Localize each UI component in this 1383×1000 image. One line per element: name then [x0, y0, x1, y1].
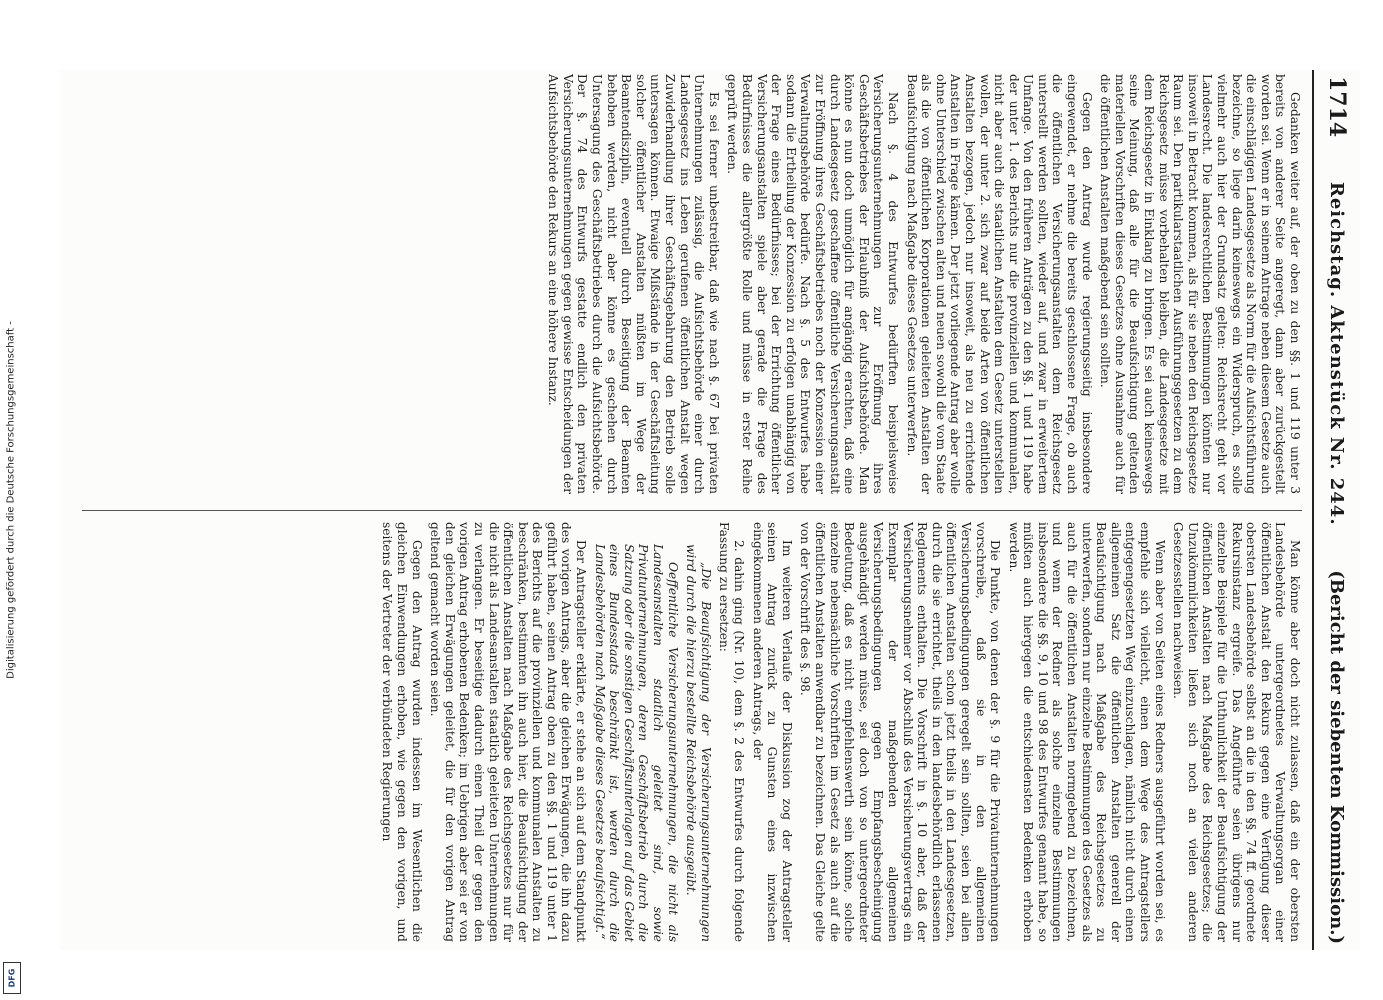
- digitization-credit: Digitalisierung gefördert durch die Deutsche Forschungsgemeinschaft -: [5, 321, 17, 679]
- dfg-logo-text: DFG: [7, 968, 17, 988]
- right-column: [82, 522, 1302, 942]
- quoted-paragraph: Oeffentliche Versicherungsunternehmungen, die nicht als Landesanstalten staatlich geleitet sind, sowie Privatunternehmungen, deren Geschäftsbetrieb durch die Satzung oder die sonstigen Geschäftsunterlagen auf das Gebiet eines Bundesstaats beschränkt ist, werden durch die Landesbehörden nach Maßgabe dieses Gesetzes beaufsichtigt.“: [592, 544, 680, 942]
- page-header: [1312, 70, 1360, 950]
- dfg-logo: [3, 962, 21, 994]
- scanned-page: [60, 70, 1360, 950]
- left-column: [82, 74, 1302, 494]
- page-subtitle: (Bericht der siebenten Kommission.): [1326, 570, 1348, 944]
- page-title: Reichstag. Aktenstück Nr. 244.: [1326, 181, 1348, 526]
- paragraph: Nach §. 4 des Entwurfes bedürften beispielsweise Versicherungsunternehmungen zur Eröffnung ihres Geschäftsbetriebes der Erlaubniß der Aufsichtsbehörde. Man könne es nun doch unmöglich für angängig erachten, daß eine durch Landesgesetz geschaffene öffentliche Versicherungsanstalt zur Eröffnung ihres Geschäftsbetriebes noch der Konzession einer Verwaltungsbehörde bedürfe. Nach §. 5 des Entwurfes habe sodann die Ertheilung der Konzession zu erfolgen unabhängig von der Frage eines Bedürfnisses; bei der Errichtung öffentlicher Versicherungsanstalten spiele aber gerade die Frage des Bedürfnisses die allergrößte Rolle und müsse in erster Reihe geprüft werden.: [725, 74, 900, 494]
- column-rule: [82, 510, 1302, 511]
- paragraph: Gegen den Antrag wurde regierungsseitig insbesondere eingewendet, er nehme die bereits geschlossene Frage, ob auch die öffentlichen Versicherungsanstalten dem Reichsgesetz unterstellt werden sollten, wieder auf, und zwar in erweitertem Umfange. Von den früheren Anträgen zu den §§. 1 und 119 habe der unter 1. des Berichts nur die provinziellen und kommunalen, nicht aber auch die staatlichen Anstalten dem Gesetz unterstellen wollen, der unter 2. sich zwar auf beide Arten von öffentlichen Anstalten bezogen, jedoch nur insoweit, als neu zu errichtende Anstalten in Frage kämen. Der jetzt vorliegende Antrag aber wolle ohne Unterschied zwischen alten und neuen sowohl die vom Staate als die von öffentlichen Korporationen geleiteten Anstalten der Beaufsichtigung nach Maßgabe dieses Gesetzes unterwerfen.: [904, 74, 1094, 494]
- paragraph: Der Antragsteller erklärte, er stehe an sich auf dem Standpunkt des vorigen Antrags, aber die gleichen Erwägungen, die ihn dazu geführt haben, seinen Antrag oben zu den §§. 1 und 119 unter 1 des Berichts auf die provinziellen und kommunalen Anstalten zu beschränken, bestimmten ihn auch hier, die Beaufsichtigung der öffentlichen Anstalten nach Maßgabe des Reichsgesetzes nur für die nicht als Landesanstalten staatlich geleiteten Unternehmungen zu verlangen. Er beseitige dadurch einen Theil der gegen den vorigen Antrag erhobenen Bedenken; im Uebrigen aber sei er von den gleichen Erwägungen geleitet, die für den vorigen Antrag geltend gemacht worden seien.: [428, 522, 589, 942]
- paragraph: Gegen den Antrag wurden indessen im Wesentlichen die gleichen Einwendungen erhoben, wie gegen den vorigen, und seitens der Vertreter der verbündeten Regierungen: [380, 522, 424, 942]
- page-number: 1714: [1324, 76, 1350, 138]
- credit-strip: [0, 0, 22, 1000]
- quoted-paragraph: „Die Beaufsichtigung der Versicherungsunternehmungen wird durch die hierzu bestellte Reichsbehörde ausgeübt.: [684, 544, 713, 942]
- paragraph: Gedanken weiter auf, der oben zu den §§. 1 und 119 unter 3 bereits von anderer Seite angeregt, dann aber zurückgestellt worden sei. Wenn er in seinem Antrage neben diesem Gesetze auch die einschlägigen Landesgesetze als Norm für die Aufsichtsführung bezeichne, so liege darin keineswegs ein Widerspruch, es solle vielmehr auch hier der Grundsatz gelten: Reichsrecht geht vor Landesrecht. Die landesrechtlichen Bestimmungen könnten nur insoweit in Betracht kommen, als für sie neben den Reichsgesetze Raum sei. Den partikularstaatlichen Ausführungsgesetzen zu dem Reichsgesetz müsse vorbehalten bleiben, die Landesgesetze mit dem Reichsgesetz in Einklang zu bringen. Es sei auch keineswegs seine Meinung, daß alle für die Beaufsichtigung geltenden materiellen Vorschriften dieses Gesetzes ohne Ausnahme auch für die öffentlichen Anstalten maßgebend sein sollten.: [1098, 74, 1302, 494]
- page-rotor: [60, 70, 1360, 950]
- paragraph: Wenn aber von Seiten eines Redners ausgeführt worden sei, es empfehle sich vielleicht, einen dem Wege des Antragstellers entgegengesetzten Weg einzuschlagen, nämlich nicht durch einen allgemeinen Satz die öffentlichen Anstalten generell der Beaufsichtigung nach Maßgabe des Reichsgesetzes zu unterwerfen, sondern nur einzelne Bestimmungen des Gesetzes als auch für die öffentlichen Anstalten normgebend zu bezeichnen, und wenn der Redner als solche einzelne Bestimmungen insbesondere die §§. 9, 10 und 98 des Entwurfes genannt habe, so müßten auch hiergegen die entschiedensten Bedenken erhoben werden.: [1006, 522, 1167, 942]
- paragraph: Im weiteren Verlaufe der Diskussion zog der Antragsteller seinen Antrag zurück zu Gunsten eines inzwischen eingekommenen anderen Antrags, der: [750, 522, 794, 942]
- paragraph: Es sei ferner unbestreitbar, daß wie nach §. 67 bei privaten Unternehmungen zulässig, die Aufsichtsbehörde einer durch Landesgesetz ins Leben gerufenen öffentlichen Anstalt wegen Zuwiderhandlung ihrer Geschäftsgebahrung den Betrieb solle untersagen können. Etwaige Mißstände in der Geschäftsleitung solcher öffentlicher Anstalten müßten im Wege der Beamtendisziplin, eventuell durch Beseitigung der Beamten behoben werden, nicht aber könne es geschehen durch Untersagung des Geschäftsbetriebes durch die Aufsichtsbehörde. Der §. 74 des Entwurfs gestatte endlich den privaten Versicherungsunternehmungen gegen gewisse Entscheidungen der Aufsichtsbehörde den Rekurs an eine höhere Instanz.: [546, 74, 721, 494]
- paragraph: Die Punkte, von denen der §. 9 für die Privatunternehmungen vorschreibe, daß sie in den allgemeinen Versicherungsbedingungen geregelt sein sollten, seien bei allen öffentlichen Anstalten schon jetzt theils in den Landesgesetzen, durch die sie errichtet, theils in den landesbehördlich erlassenen Reglements enthalten. Die Vorschrift in §. 10 aber, daß der Versicherungsnehmer vor Abschluß des Versicherungsvertrags ein Exemplar der maßgebenden allgemeinen Versicherungsbedingungen gegen Empfangsbescheinigung ausgehändigt werden müsse, sei doch von so untergeordneter Bedeutung, daß es nicht empfehlenswerth sein könne, solche einzelne nebensächliche Vorschriften im Gesetz als auch auf die öffentlichen Anstalten anwendbar zu bezeichnen. Das Gleiche gelte von der Vorschrift des §. 98.: [798, 522, 1003, 942]
- paragraph: 2. dahin ging (Nr. 10), dem §. 2 des Entwurfes durch folgende Fassung zu ersetzen:: [717, 522, 747, 942]
- paragraph: Man könne aber doch nicht zulassen, daß ein der obersten Landesbehörde untergeordnetes Verwaltungsorgan einer öffentlichen Anstalt den Rekurs gegen eine Verfügung dieser obersten Landesbehörde selbst an die in den §§. 74 ff. geordnete Rekursinstanz ergreife. Das Angeführte seien übrigens nur einzelne Beispiele für die Unthunlichkeit der Beaufsichtigung der öffentlichen Anstalten nach Maßgabe des Reichsgesetzes; die Unzukömmlichkeiten ließen sich noch an vielen anderen Gesetzesstellen nachweisen.: [1171, 522, 1302, 942]
